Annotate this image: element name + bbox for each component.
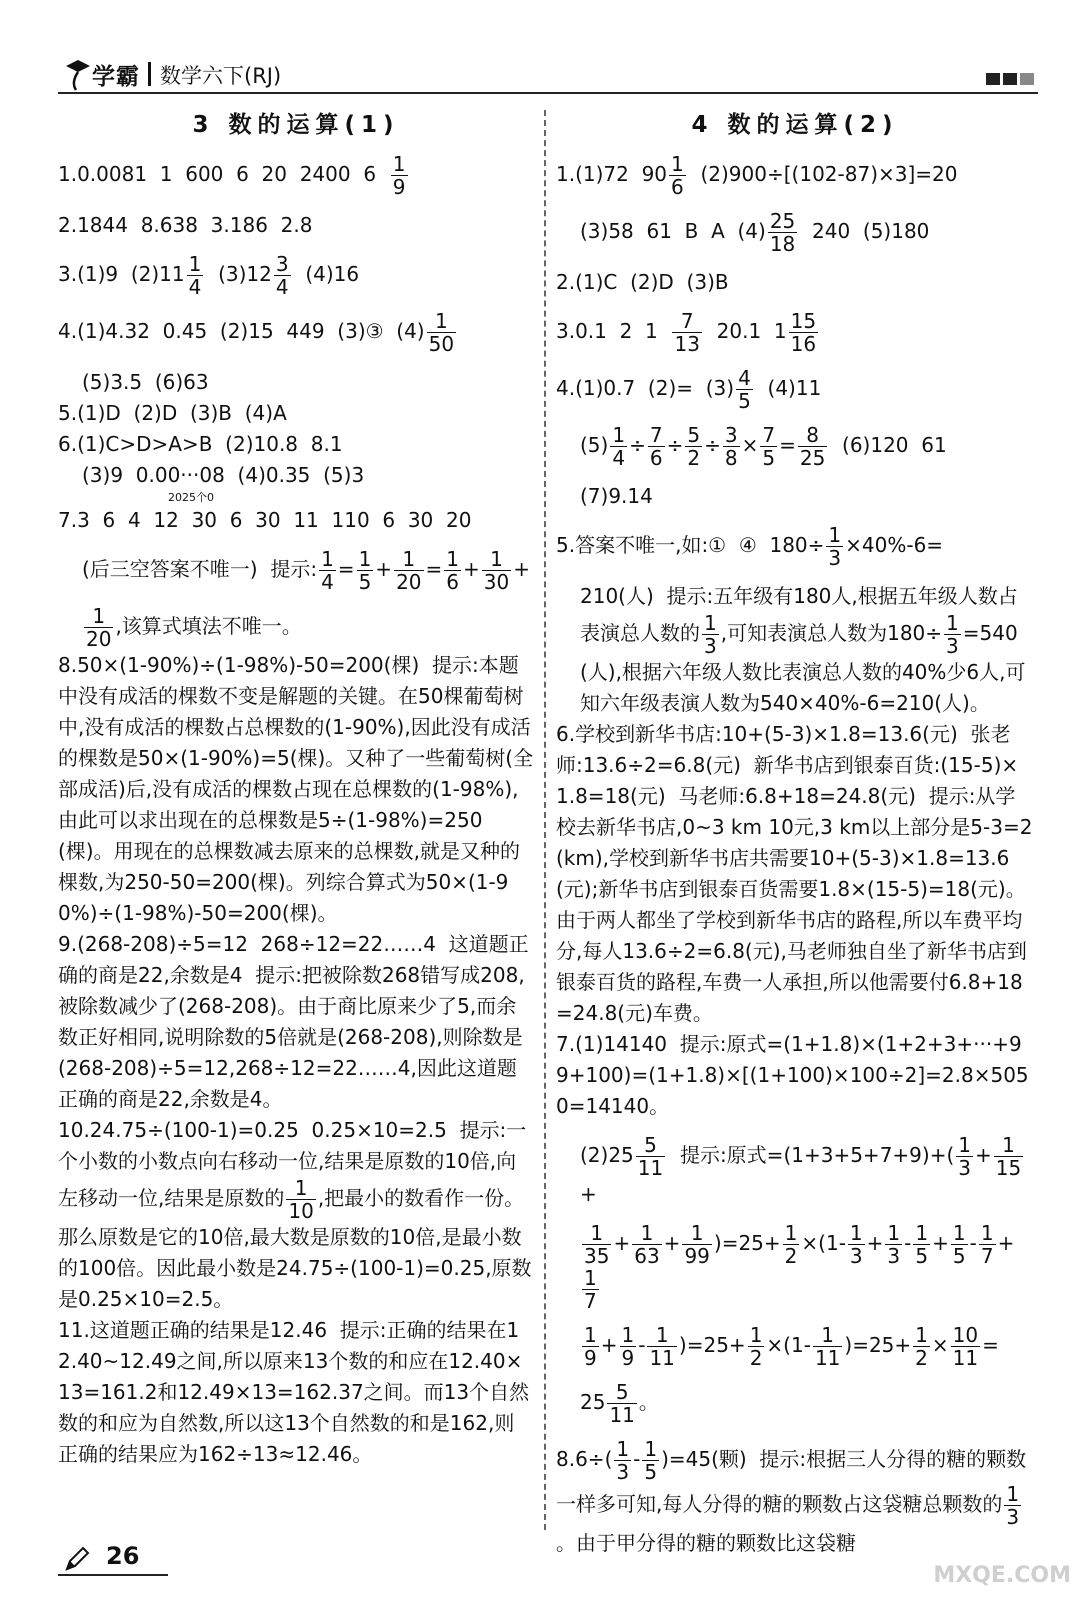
page-number: 26 bbox=[106, 1542, 140, 1570]
answer-r7-2-result: 25 $\frac{5}{11}$ 。 bbox=[580, 1380, 659, 1427]
watermark-text: MXQE.COM bbox=[933, 1563, 1071, 1588]
left-column bbox=[58, 106, 534, 1470]
answer-1: 1.0.0081 1 600 6 20 2400 6 $\frac{1}{9}$ bbox=[58, 152, 406, 199]
fraction: $\frac{1}{9}$ bbox=[392, 152, 406, 199]
fraction: $\frac{1}{2}$ bbox=[784, 1221, 798, 1268]
fraction: $\frac{1}{7}$ bbox=[980, 1221, 994, 1268]
graduation-cap-icon bbox=[64, 56, 90, 92]
header-rule bbox=[58, 92, 1038, 94]
answer-10: 10.24.75÷(100-1)=0.25 0.25×10=2.5 提示:一个小数的小数点向右移动一位,结果是原数的10倍,向左移动一位,结果是原数的 $\frac{1}{10}$ ,把最小的数看作一份。那么原数是它的10倍,最大数是原数的10倍,是最小数的100倍。因此最小数是24.75÷(100-1)=0.25,原数是0.25×10=2.5。 bbox=[58, 1118, 532, 1311]
answer-r6: 6.学校到新华书店:10+(5-3)×1.8=13.6(元) 张老师:13.6÷2=6.8(元) 新华书店到银泰百货:(15-5)×1.8=18(元) 马老师:6.8+18=24.8(元) 提示:从学校去新华书店,0~3 km 10元,3 km以上部分是5-3=2(km),学校到新华书店共需要10+(5-3)×1.8=13.6(元);新华书店到银泰百货需要1.8×(15-5)=18(元)。由于两人都坐了学校到新华书店的路程,所以车费平均分,每人13.6÷2=6.8(元),马老师独自坐了新华书店到银泰百货的路程,车费一人承担,所以他需要付6.8+18=24.8(元)车费。 bbox=[556, 722, 1033, 1025]
fraction: $\frac{1}{4}$ bbox=[612, 423, 626, 470]
book-title: 数学六下(RJ) bbox=[160, 64, 282, 88]
answer-4: 4.(1)4.32 0.45 (2)15 449 (3)③ (4) $\frac{1}{50}$ bbox=[58, 309, 455, 356]
column-divider bbox=[544, 110, 546, 1530]
fraction: $\frac{1}{99}$ bbox=[684, 1221, 710, 1268]
answer-2: 2.1844 8.638 3.186 2.8 bbox=[58, 213, 313, 237]
brand-name: 学霸 bbox=[92, 64, 140, 90]
answer-7-hint: (后三空答案不唯一) 提示: $\frac{1}{4}$ = $\frac{1}{5}$ + $\frac{1}{20}$ = $\frac{1}{6}$ + $\frac{1}{30}$ + bbox=[82, 547, 530, 594]
answer-r7-2-cont2: $\frac{1}{9}$ + $\frac{1}{9}$ - $\frac{1}{11}$ )=25+ $\frac{1}{2}$ ×(1- $\frac{1}{11}$ )=25+ $\frac{1}{2}$ × $\frac{10}{11}$ = bbox=[584, 1323, 999, 1370]
page-footer bbox=[58, 1540, 178, 1576]
fraction: $\frac{7}{6}$ bbox=[649, 423, 663, 470]
fraction: $\frac{8}{25}$ bbox=[799, 423, 826, 470]
answer-6-note: 2025个0 bbox=[168, 491, 214, 504]
answer-4-cont: (5)3.5 (6)63 bbox=[82, 370, 209, 394]
header-separator bbox=[148, 62, 151, 86]
section-title-4: 4 数的运算(2) bbox=[691, 112, 899, 138]
answer-r7-2-cont: $\frac{1}{35}$ + $\frac{1}{63}$ + $\frac{1}{99}$ )=25+ $\frac{1}{2}$ ×(1- $\frac{1}{3}$ + $\frac{1}{3}$ - $\frac{1}{5}$ + $\frac{1}{5}$ - $\frac{1}{7}$ + $\frac{1}{7}$ bbox=[584, 1221, 1015, 1313]
answer-6: 6.(1)C>D>A>B (2)10.8 8.1 bbox=[58, 432, 343, 456]
answer-r1-cont: (3)58 61 B A (4) $\frac{25}{18}$ 240 (5)180 bbox=[580, 209, 930, 256]
answer-5: 5.(1)D (2)D (3)B (4)A bbox=[58, 401, 287, 425]
answer-r7: 7.(1)14140 提示:原式=(1+1.8)×(1+2+3+···+99+100)=(1+1.8)×[(1+100)×100÷2]=2.8×5050=14140。 bbox=[556, 1032, 1029, 1118]
answer-r4: 4.(1)0.7 (2)= (3) $\frac{4}{5}$ (4)11 bbox=[556, 366, 822, 413]
fraction: $\frac{5}{2}$ bbox=[687, 423, 701, 470]
answer-r2: 2.(1)C (2)D (3)B bbox=[556, 270, 729, 294]
pencil-icon bbox=[64, 1546, 90, 1572]
section-title-3: 3 数的运算(1) bbox=[192, 112, 400, 138]
fraction: $\frac{1}{3}$ bbox=[887, 1221, 901, 1268]
fraction: $\frac{1}{3}$ bbox=[849, 1221, 863, 1268]
answer-r3: 3.0.1 2 1 $\frac{7}{13}$ 20.1 1 $\frac{15}{16}$ bbox=[556, 309, 817, 356]
answer-3: 3.(1)9 (2)11 $\frac{1}{4}$ (3)12 $\frac{3}{4}$ (4)16 bbox=[58, 252, 360, 299]
page-header bbox=[58, 52, 1038, 96]
answer-7-hint-cont: $\frac{1}{20}$ ,该算式填法不唯一。 bbox=[86, 604, 302, 651]
answer-r7-2: (2)25 $\frac{5}{11}$ 提示:原式=(1+3+5+7+9)+( $\frac{1}{3}$ + $\frac{1}{15}$ + bbox=[580, 1133, 1022, 1206]
fraction: $\frac{1}{5}$ bbox=[952, 1221, 966, 1268]
answer-6-cont: (3)9 0.00···08 (4)0.35 (5)3 bbox=[82, 463, 365, 487]
fraction: $\frac{7}{5}$ bbox=[762, 423, 776, 470]
answer-11: 11.这道题正确的结果是12.46 提示:正确的结果在12.40~12.49之间,所以原来13个数的和应在12.40×13=161.2和12.49×13=162.37之间。而13个自然数的和应为自然数,所以这13个自然数的和是162,则正确的结果应为162÷13≈12.46。 bbox=[58, 1318, 530, 1466]
fraction: $\frac{1}{7}$ bbox=[584, 1266, 597, 1313]
watermark-logo bbox=[891, 1518, 1071, 1588]
fraction: $\frac{1}{35}$ bbox=[584, 1221, 610, 1268]
right-column bbox=[556, 106, 1034, 1571]
answer-r1: 1.(1)72 90 $\frac{1}{6}$ (2)900÷[(102-87)×3]=20 bbox=[556, 152, 958, 199]
fraction: $\frac{1}{5}$ bbox=[915, 1221, 929, 1268]
answer-9: 9.(268-208)÷5=12 268÷12=22……4 这道题正确的商是22,余数是4 提示:把被除数268错写成208,被除数减少了(268-208)。由于商比原来少了5,而余数正好相同,说明除数的5倍就是(268-208),则除数是(268-208)÷5=12,268÷12=22……4,因此这道题正确的商是22,余数是4。 bbox=[58, 932, 529, 1111]
answer-r5: 5.答案不唯一,如:① ④ 180÷ $\frac{1}{3}$ ×40%-6= bbox=[556, 523, 944, 570]
answer-8: 8.50×(1-90%)÷(1-98%)-50=200(棵) 提示:本题中没有成活的棵数不变是解题的关键。在50棵葡萄树中,没有成活的棵数占总棵数的(1-90%),因此没有成活的棵数是50×(1-90%)=5(棵)。又种了一些葡萄树(全部成活)后,没有成活的棵数占现在总棵数的(1-98%),由此可以求出现在的总棵数是5÷(1-98%)=250(棵)。用现在的总棵数减去原来的总棵数,就是又种的棵数,为250-50=200(棵)。列综合算式为50×(1-90%)÷(1-98%)-50=200(棵)。 bbox=[58, 653, 534, 925]
answer-r5-hint: 210(人) 提示:五年级有180人,根据五年级人数占表演总人数的 $\frac{1}{3}$ ,可知表演总人数为180÷ $\frac{1}{3}$ =540(人),根据六年级人数比表演总人数的40%少6人,可知六年级表演人数为540×40%-6=210(人)。 bbox=[580, 584, 1026, 715]
footer-rule bbox=[58, 1574, 168, 1576]
answer-r8: 8.6÷( $\frac{1}{3}$ - $\frac{1}{5}$ )=45(颗) 提示:根据三人分得的糖的颗数一样多可知,每人分得的糖的颗数占这袋糖总颗数的 $\frac{1}{3}$ 。由于甲分得的糖的颗数比这袋糖 bbox=[556, 1437, 1027, 1555]
answer-r4-7: (7)9.14 bbox=[580, 484, 653, 508]
answer-7: 7.3 6 4 12 30 6 30 11 110 6 30 20 bbox=[58, 508, 472, 532]
answer-r4-chain: (5) $\frac{1}{4}$ ÷ $\frac{7}{6}$ ÷ $\frac{5}{2}$ ÷ $\frac{3}{8}$ × $\frac{7}{5}$ = $\frac{8}{25}$ (6)120 61 bbox=[580, 423, 947, 470]
fraction: $\frac{3}{8}$ bbox=[724, 423, 738, 470]
header-decoration bbox=[983, 70, 1034, 89]
fraction: $\frac{1}{63}$ bbox=[634, 1221, 660, 1268]
